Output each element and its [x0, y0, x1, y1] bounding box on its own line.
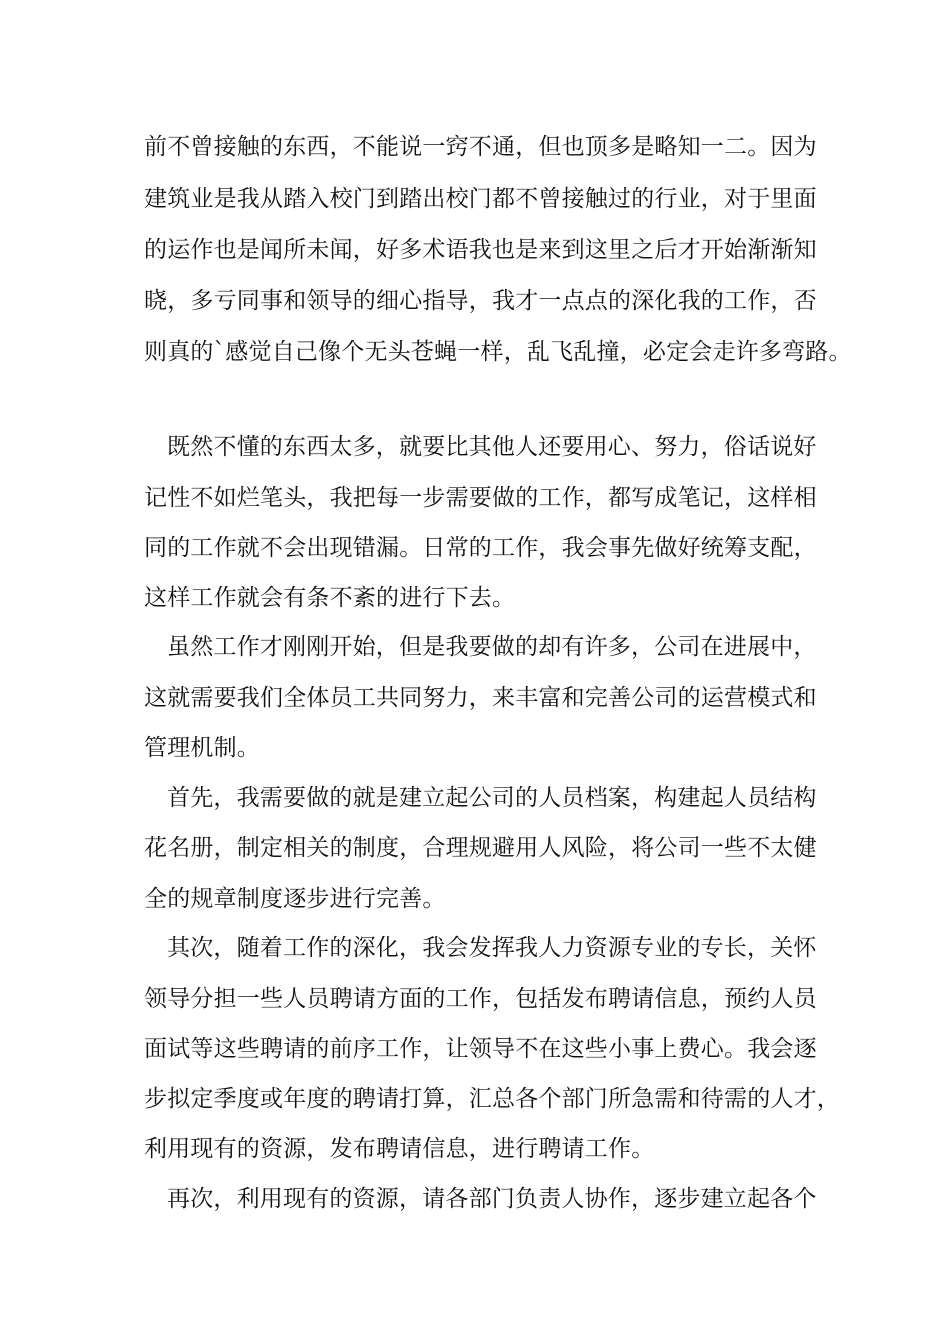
text-line: 利用现有的资源，发布聘请信息，进行聘请工作。: [144, 1136, 655, 1162]
text-line: 花名册，制定相关的制度，合理规避用人风险，将公司一些不太健: [144, 835, 817, 861]
paragraph-first-line: 再次，利用现有的资源，请各部门负责人协作，逐步建立起各个: [167, 1186, 817, 1212]
text-line: 同的工作就不会出现错漏。日常的工作，我会事先做好统筹支配，: [144, 535, 817, 561]
text-line: 则真的`感觉自己像个无头苍蝇一样，乱飞乱撞，必定会走许多弯路。: [144, 339, 852, 365]
text-line: 这样工作就会有条不紊的进行下去。: [144, 585, 516, 611]
text-line: 的运作也是闻所未闻，好多术语我也是来到这里之后才开始渐渐知: [144, 237, 817, 263]
text-line: 这就需要我们全体员工共同努力，来丰富和完善公司的运营模式和: [144, 685, 817, 711]
paragraph-first-line: 既然不懂的东西太多，就要比其他人还要用心、努力，俗话说好: [167, 434, 817, 460]
paragraph-first-line: 虽然工作才刚刚开始，但是我要做的却有许多，公司在进展中，: [167, 634, 817, 660]
text-line: 步拟定季度或年度的聘请打算，汇总各个部门所急需和待需的人才，: [144, 1086, 840, 1112]
text-line: 领导分担一些人员聘请方面的工作，包括发布聘请信息，预约人员: [144, 986, 817, 1012]
paragraph-first-line: 首先，我需要做的就是建立起公司的人员档案，构建起人员结构: [167, 785, 817, 811]
text-line: 记性不如烂笔头，我把每一步需要做的工作，都写成笔记，这样相: [144, 485, 817, 511]
text-line: 晓，多亏同事和领导的细心指导，我才一点点的深化我的工作，否: [144, 288, 817, 314]
text-line: 建筑业是我从踏入校门到踏出校门都不曾接触过的行业，对于里面: [144, 186, 817, 212]
text-line: 全的规章制度逐步进行完善。: [144, 886, 446, 912]
text-line: 管理机制。: [144, 735, 260, 761]
text-line: 前不曾接触的东西，不能说一窍不通，但也顶多是略知一二。因为: [144, 134, 817, 160]
text-line: 面试等这些聘请的前序工作，让领导不在这些小事上费心。我会逐: [144, 1036, 817, 1062]
paragraph-first-line: 其次，随着工作的深化，我会发挥我人力资源专业的专长，关怀: [167, 935, 817, 961]
